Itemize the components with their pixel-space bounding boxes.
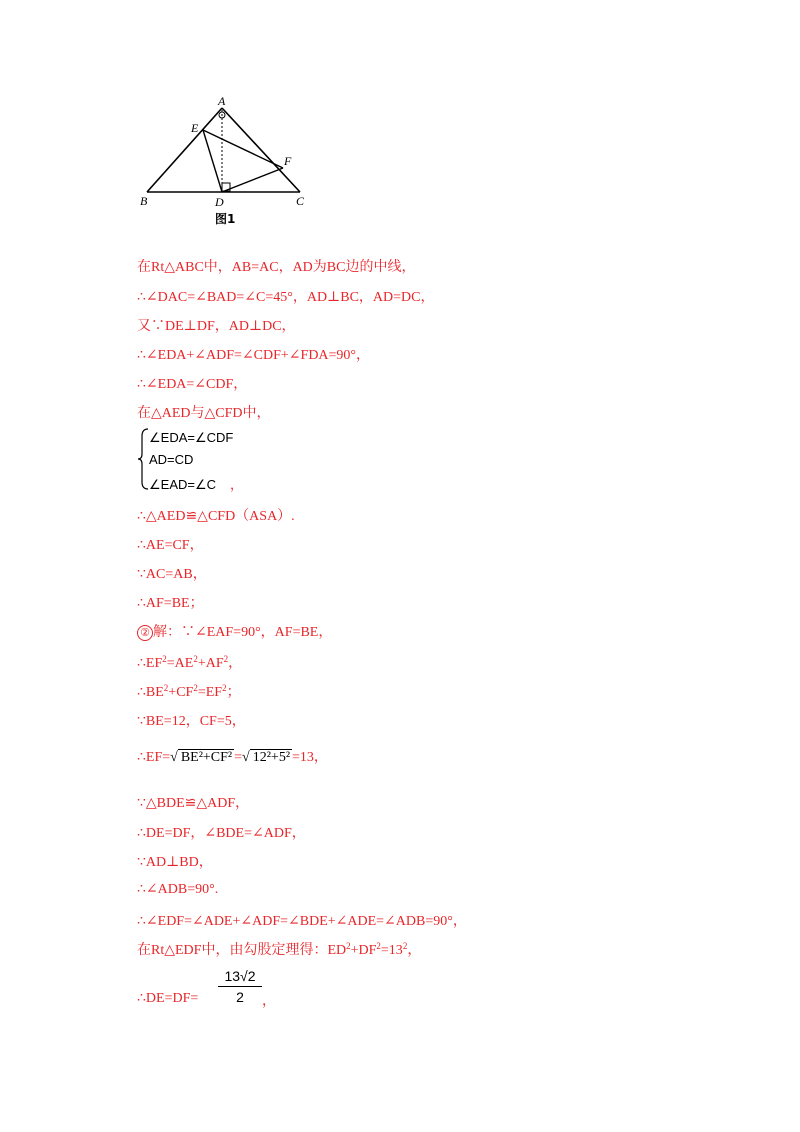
segment-df bbox=[222, 168, 283, 192]
segment-ab bbox=[147, 108, 222, 192]
line-10: ∴AF=BE； bbox=[137, 596, 204, 611]
line-9: ∵AC=AB， bbox=[137, 567, 207, 582]
fraction bbox=[218, 968, 262, 1005]
line-6: 在△AED与△CFD中， bbox=[137, 406, 271, 421]
line-20: ∴∠EDF=∠ADE+∠ADF=∠BDE+∠ADE=∠ADB=90°， bbox=[137, 914, 467, 929]
line-13: $\therefore BE^2+CF^2=EF^2$； bbox=[137, 683, 241, 700]
line-16: ∵△BDE≌△ADF， bbox=[137, 796, 250, 811]
triangle-diagram bbox=[135, 95, 315, 235]
label-a: A bbox=[218, 95, 226, 108]
segment-ed bbox=[203, 130, 222, 192]
line-15: ∴EF=√ BE²+CF² =√ 12²+5² =13， bbox=[137, 750, 328, 765]
line-14: ∵BE=12，CF=5， bbox=[137, 714, 246, 729]
system-eq-2: AD=CD bbox=[149, 452, 194, 467]
line-4: ∴∠EDA+∠ADF=∠CDF+∠FDA=90°， bbox=[137, 348, 371, 363]
segment-ef bbox=[203, 130, 283, 168]
line-2: ∴∠DAC=∠BAD=∠C=45°，AD⊥BC，AD=DC， bbox=[137, 290, 435, 305]
line-21: 在Rt△EDF中，由勾股定理得：$ED^2+DF^2=13^2$， bbox=[137, 941, 422, 958]
line-19: ∴∠ADB=90°. bbox=[137, 882, 219, 897]
circled-number: ② bbox=[137, 625, 153, 641]
line-5: ∴∠EDA=∠CDF， bbox=[137, 377, 248, 392]
system-eq-3: ∠EAD=∠C ， bbox=[149, 477, 244, 492]
label-b: B bbox=[140, 194, 148, 208]
line-12: $\therefore EF^2=AE^2+AF^2$， bbox=[137, 654, 243, 671]
label-e: E bbox=[191, 121, 199, 135]
geometry-figure bbox=[135, 95, 315, 235]
line-22: ∴DE=DF= bbox=[137, 991, 199, 1006]
fraction-denominator: 2 bbox=[236, 989, 244, 1005]
sqrt-expr-2: 12²+5² bbox=[250, 749, 292, 766]
line-18: ∵AD⊥BD， bbox=[137, 855, 213, 870]
fraction-tail: ， bbox=[262, 994, 276, 1009]
system-eq-1: ∠EDA=∠CDF bbox=[149, 430, 234, 445]
line-1: 在Rt△ABC中，AB=AC，AD为BC边的中线， bbox=[137, 260, 416, 275]
line-8: ∴AE=CF， bbox=[137, 538, 204, 553]
label-d: D bbox=[215, 195, 224, 209]
label-f: F bbox=[284, 154, 292, 168]
sqrt-expr-1: BE²+CF² bbox=[178, 749, 234, 766]
segment-ac bbox=[222, 108, 300, 192]
line-7: ∴△AED≌△CFD（ASA）. bbox=[137, 509, 295, 524]
fraction-numerator: 13√2 bbox=[218, 968, 262, 987]
label-c: C bbox=[296, 194, 305, 208]
line-3: 又∵DE⊥DF，AD⊥DC， bbox=[137, 319, 296, 334]
line-11: ② 解：∵∠EAF=90°，AF=BE， bbox=[137, 621, 332, 641]
figure-caption: 图1 bbox=[215, 212, 236, 226]
line-17: ∴DE=DF，∠BDE=∠ADF， bbox=[137, 826, 306, 841]
